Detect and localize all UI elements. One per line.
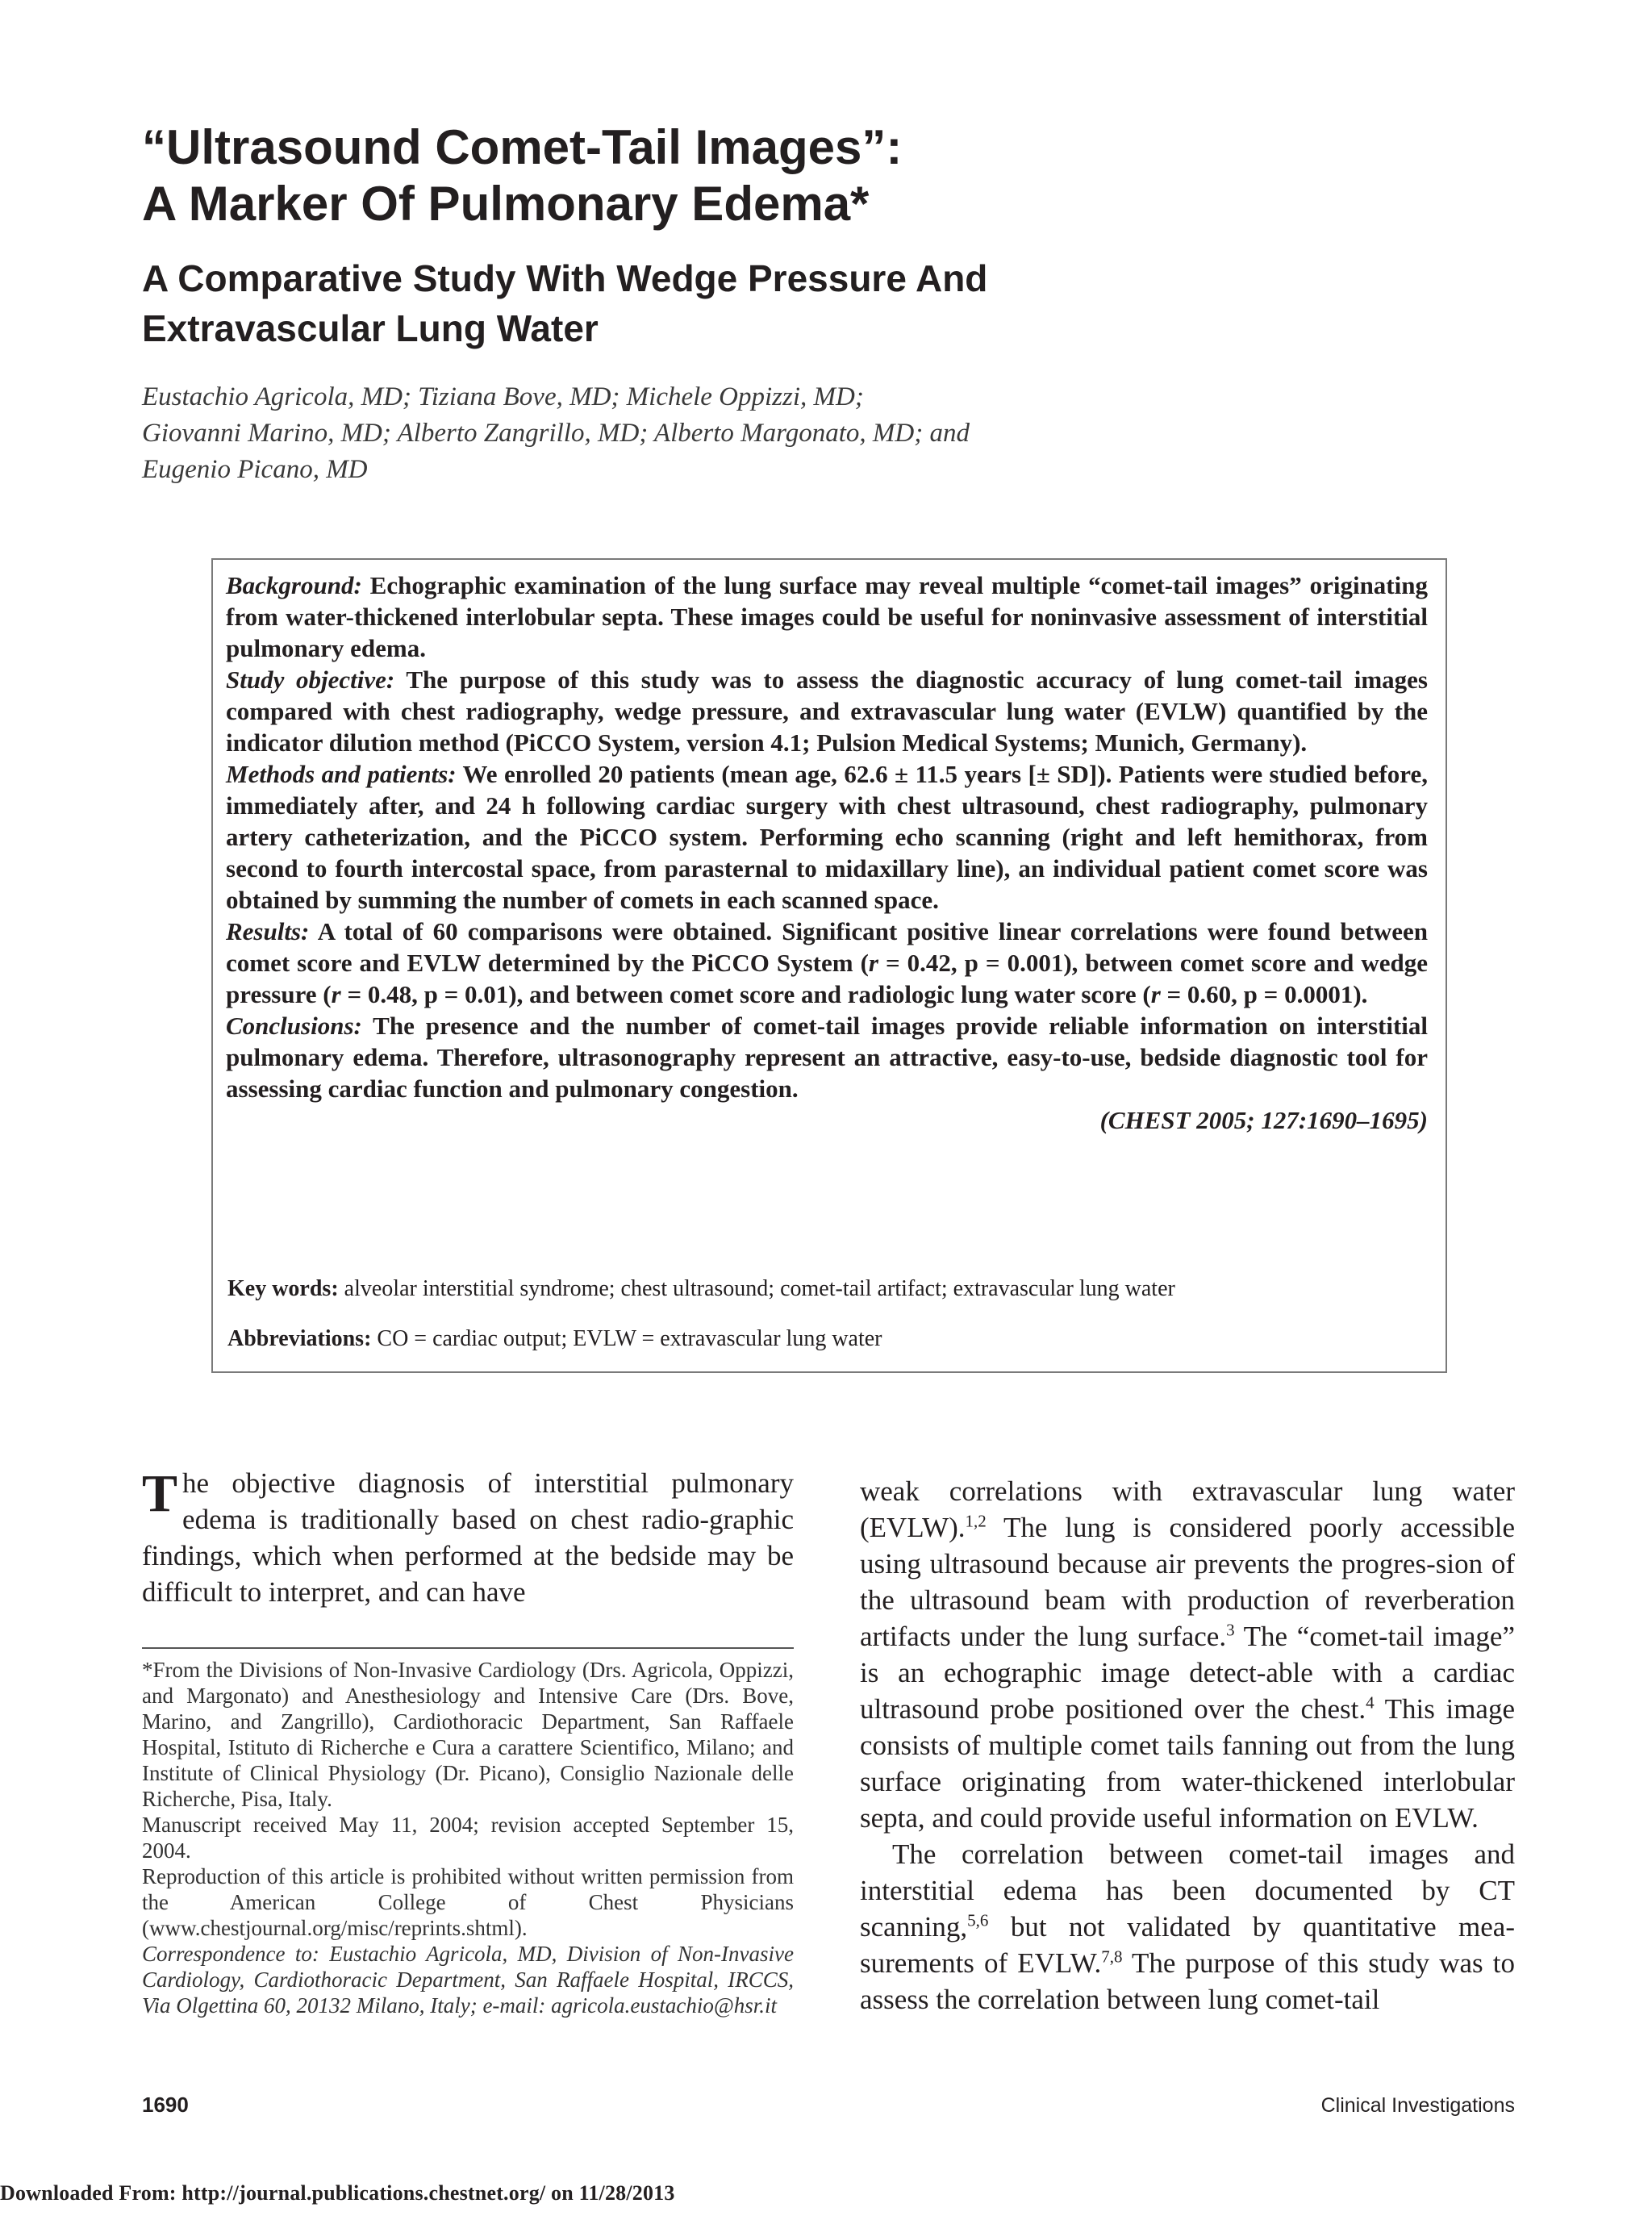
- citation-ref[interactable]: 4: [1366, 1692, 1375, 1713]
- subtitle-line-2: Extravascular Lung Water: [142, 307, 599, 349]
- correspondence-text: Eustachio Agricola, MD, Division of Non-Invasive Cardiology, Cardiothoracic Department, San Raffaele Hospital, IRCCS, Via Olgettina 60, 20132 Milano, Italy; e-mail: agricola.eustachio@hsr.it: [142, 1942, 794, 2018]
- title-line-1: “Ultrasound Comet-Tail Images”:: [142, 120, 903, 174]
- article-title: [142, 119, 1513, 232]
- conclusions-label: Conclusions:: [226, 1012, 362, 1040]
- intro-left-column: [142, 1465, 794, 1610]
- footnote-reproduction: Reproduction of this article is prohibited without written permission from the American College of Chest Physicians (www.chestjournal.org/misc/reprints.shtml).: [142, 1864, 794, 1940]
- keywords-label: Key words:: [227, 1276, 339, 1301]
- abstract-methods: [226, 758, 1428, 916]
- title-line-2: A Marker Of Pulmonary Edema*: [142, 177, 870, 231]
- text-run: The “comet-tail image” is an echographic image detect-able with a cardiac ultrasound probe positioned over the chest.: [860, 1621, 1516, 1725]
- download-banner: Downloaded From: http://journal.publications.chestnet.org/ on 11/28/2013: [0, 2181, 675, 2205]
- intro-paragraph: [142, 1465, 794, 1610]
- author-list: [142, 379, 1352, 488]
- abstract-conclusions: [226, 1010, 1428, 1104]
- text-run: weak correlations with extravascular lung water (EVLW).: [860, 1475, 1515, 1543]
- abstract-background: [226, 570, 1428, 664]
- citation-ref[interactable]: 3: [1226, 1620, 1235, 1640]
- footnote-manuscript: Manuscript received May 11, 2004; revision accepted September 15, 2004.: [142, 1813, 794, 1863]
- r-symbol: r: [331, 980, 341, 1008]
- citation-ref[interactable]: 7,8: [1101, 1947, 1123, 1967]
- text-run: but not validated by quantitative mea-surements of EVLW.: [860, 1911, 1515, 1979]
- r-symbol: r: [1150, 980, 1161, 1008]
- results-text-2: = 0.42, p = 0.001), between comet score and wedge pressure (: [226, 949, 1428, 1008]
- abbreviations: [227, 1325, 1429, 1354]
- abstract: [226, 570, 1428, 1136]
- methods-label: Methods and patients:: [226, 760, 457, 788]
- r-symbol: r: [868, 949, 878, 977]
- keywords-text: alveolar interstitial syndrome; chest ultrasound; comet-tail artifact; extravascular lung water: [338, 1276, 1175, 1301]
- abbreviations-label: Abbreviations:: [227, 1326, 372, 1351]
- objective-label: Study objective:: [226, 666, 395, 694]
- authors-line-1: Eustachio Agricola, MD; Tiziana Bove, MD; Michele Oppizzi, MD;: [142, 382, 864, 411]
- authors-line-3: Eugenio Picano, MD: [142, 455, 368, 484]
- intro-left-text: he objective diagnosis of interstitial pulmonary edema is traditionally based on chest radio-graphic findings, which when performed at the bedside may be difficult to interpret, and can have: [142, 1467, 794, 1608]
- background-label: Background:: [226, 571, 362, 599]
- section-name: Clinical Investigations: [1320, 2094, 1515, 2117]
- footnote-divider: [142, 1647, 794, 1649]
- abstract-objective: [226, 664, 1428, 758]
- text-run: The lung is considered poorly accessible using ultrasound because air prevents the progres-sion of the ultrasound beam with production of reverberation artifacts under the lung surface.: [860, 1512, 1515, 1652]
- results-label: Results:: [226, 917, 310, 945]
- drop-cap: T: [142, 1464, 178, 1523]
- results-text-4: = 0.60, p = 0.0001).: [1160, 980, 1368, 1008]
- footnotes: [142, 1657, 794, 2018]
- subtitle-line-1: A Comparative Study With Wedge Pressure And: [142, 257, 988, 299]
- journal-citation: (CHEST 2005; 127:1690–1695): [1099, 1106, 1428, 1134]
- results-text-3: = 0.48, p = 0.01), and between comet score and radiologic lung water score (: [340, 980, 1151, 1008]
- results-text-1: A total of 60 comparisons were obtained. Significant positive linear correlations were found between comet score and EVLW determined by the PiCCO System (: [226, 917, 1428, 977]
- abbreviations-text: CO = cardiac output; EVLW = extravascular lung water: [371, 1326, 882, 1351]
- background-text: Echographic examination of the lung surface may reveal multiple “comet-tail images” originating from water-thickened interlobular septa. These images could be useful for noninvasive assessment of interstitial pulmonary edema.: [226, 571, 1428, 662]
- footnote-correspondence: [142, 1941, 794, 2018]
- text-run: The correlation between comet-tail images and interstitial edema has been documented by CT scanning,: [860, 1838, 1515, 1942]
- methods-text: We enrolled 20 patients (mean age, 62.6 ± 11.5 years [± SD]). Patients were studied before, immediately after, and 24 h following cardiac surgery with chest ultrasound, chest radiography, pulmonary artery catheterization, and the PiCCO system. Performing echo scanning (right and left hemithorax, from second to fourth intercostal space, from parasternal to midaxillary line), an individual patient comet score was obtained by summing the number of comets in each scanned space.: [226, 760, 1428, 914]
- intro-right-column: [860, 1473, 1515, 2018]
- objective-text: The purpose of this study was to assess the diagnostic accuracy of lung comet-tail images compared with chest radiography, wedge pressure, and extravascular lung water (EVLW) quantified by the indicator dilution method (PiCCO System, version 4.1; Pulsion Medical Systems; Munich, Germany).: [226, 666, 1428, 757]
- abstract-results: [226, 916, 1428, 1010]
- intro-paragraph-2: [860, 1836, 1515, 2018]
- text-run: The purpose of this study was to assess the correlation between lung comet-tail: [860, 1947, 1515, 2015]
- correspondence-label: Correspondence to:: [142, 1942, 319, 1966]
- intro-paragraph-1: [860, 1473, 1515, 1836]
- keywords: [227, 1275, 1429, 1304]
- authors-line-2: Giovanni Marino, MD; Alberto Zangrillo, MD; Alberto Margonato, MD; and: [142, 419, 970, 448]
- article-subtitle: [142, 253, 1513, 353]
- text-run: This image consists of multiple comet tails fanning out from the lung surface originating from water-thickened interlobular septa, and could provide useful information on EVLW.: [860, 1693, 1516, 1834]
- citation-ref[interactable]: 1,2: [965, 1511, 987, 1531]
- page-number: 1690: [142, 2093, 189, 2117]
- footnote-affiliation: *From the Divisions of Non-Invasive Cardiology (Drs. Agricola, Oppizzi, and Margonato) and Anesthesiology and Intensive Care (Drs. Bove, Marino, and Zangrillo), Cardiothoracic Department, San Raffaele Hospital, Istituto di Richerche e Cura a carattere Scientifico, Milano; and Institute of Clinical Physiology (Dr. Picano), Consiglio Nazionale delle Richerche, Pisa, Italy.: [142, 1658, 794, 1811]
- conclusions-text: The presence and the number of comet-tail images provide reliable information on interstitial pulmonary edema. Therefore, ultrasonography represent an attractive, easy-to-use, bedside diagnostic tool for assessing cardiac function and pulmonary congestion.: [226, 1012, 1428, 1103]
- citation-ref[interactable]: 5,6: [967, 1910, 989, 1930]
